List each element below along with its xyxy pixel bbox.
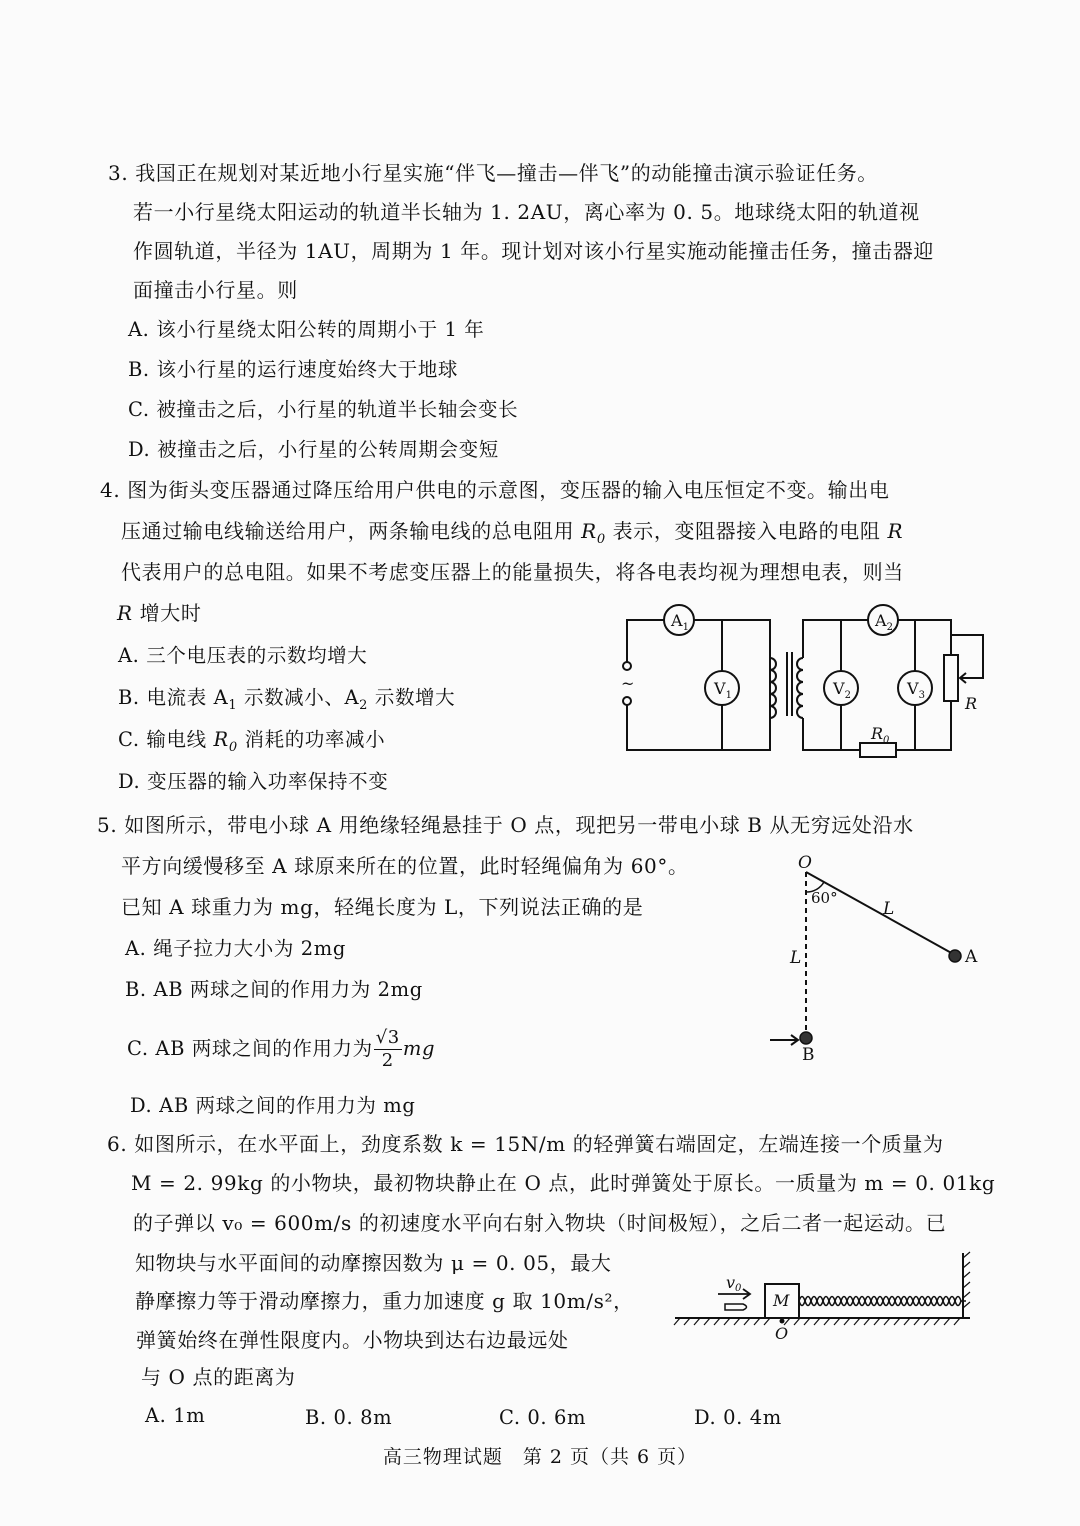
rope-length-label-vertical: L [790,948,802,968]
q3-line-4: 面撞击小行星。则 [133,278,298,302]
q6-option-b: B. 0. 8m [305,1406,393,1429]
q6-line-2: M = 2. 99kg 的小物块，最初物块静止在 O 点，此时弹簧处于原长。一质量为 m = 0. 01kg [131,1171,996,1195]
point-o-label: O [775,1324,789,1343]
q4-option-b: B. 电流表 $A_1$ 示数减小、$A_2$ 示数增大 [118,686,456,713]
voltmeter-v2-label: $V_2$ [833,679,851,701]
q3-line-3: 作圆轨道，半径为 1AU，周期为 1 年。现计划对该小行星实施动能撞击任务，撞击器迎 [133,239,935,263]
q6-line-4: 知物块与水平面间的动摩擦因数为 μ = 0. 05，最大 [135,1251,612,1275]
ammeter-a2-label: $A_2$ [875,611,893,633]
q4-line-4 [117,600,201,626]
q4-line-2 [121,518,903,553]
ball-a-label: A [965,947,978,967]
q4-line-3: 代表用户的总电阻。如果不考虑变压器上的能量损失，将各电表均视为理想电表，则当 [121,560,904,584]
q4-circuit-diagram [615,600,995,765]
q3-option-b: B. 该小行星的运行速度始终大于地球 [128,358,459,381]
voltmeter-v3-label: $V_3$ [907,679,925,701]
q5-option-b: B. AB 两球之间的作用力为 2mg [125,978,423,1001]
q4-r0-symbol: $R_0$ [581,519,606,547]
q4-option-a: A. 三个电压表的示数均增大 [118,644,368,667]
q6-line-3: 的子弹以 v₀ = 600m/s 的初速度水平向右射入物块（时间极短），之后二者一起运动。已 [133,1211,947,1235]
q3-option-c: C. 被撞击之后，小行星的轨道半长轴会变长 [128,398,519,421]
ammeter-a1-label: $A_1$ [671,611,689,633]
pivot-o-label: O [798,853,812,873]
q6-line-5: 静摩擦力等于滑动摩擦力，重力加速度 g 取 10m/s²， [135,1289,634,1313]
ac-source-symbol: ~ [621,674,635,693]
q3-line-1: 3. 我国正在规划对某近地小行星实施“伴飞—撞击—伴飞”的动能撞击演示验证任务。 [108,161,878,185]
q6-spring-block-diagram [670,1248,980,1353]
sqrt3-over-2-fraction: $\frac{√3}{2}$ [375,1027,400,1071]
q4-line-1: 4. 图为街头变压器通过降压给用户供电的示意图，变压器的输入电压恒定不变。输出电 [100,478,890,502]
q6-line-7: 与 O 点的距离为 [141,1365,296,1389]
q4-option-c: C. 输电线 $R_0$ 消耗的功率减小 [118,728,386,755]
q5-pendulum-diagram [762,850,982,1065]
q6-option-d: D. 0. 4m [694,1406,782,1429]
q6-line-1: 6. 如图所示，在水平面上，劲度系数 k = 15N/m 的轻弹簧右端固定，左端连接一个质量为 [107,1132,944,1156]
q3-option-a: A. 该小行星绕太阳公转的周期小于 1 年 [128,318,485,341]
angle-label: 60° [811,889,838,907]
resistor-r0-label: $R_0$ [871,724,890,746]
q3-line-2: 若一小行星绕太阳运动的轨道半长轴为 1. 2AU，离心率为 0. 5。地球绕太阳的轨道视 [133,200,920,224]
ball-b-label: B [802,1045,815,1065]
ground-hatching [674,1318,960,1325]
voltmeter-v1-label: $V_1$ [714,679,732,701]
q4-r-symbol: R [887,519,904,543]
rope-length-label-slant: L [883,899,895,919]
q5-line-3: 已知 A 球重力为 mg，轻绳长度为 L，下列说法正确的是 [121,895,644,919]
q5-line-2: 平方向缓慢移至 A 球原来所在的位置，此时轻绳偏角为 60°。 [121,854,689,878]
page-footer: 高三物理试题 第 2 页（共 6 页） [382,1446,698,1468]
q4-line-2a: 压通过输电线输送给用户，两条输电线的总电阻用 [121,519,582,543]
q4-line-4-text: 增大时 [132,601,202,625]
q4-line-2b: 表示，变阻器接入电路的电阻 [605,519,888,543]
q5-option-d: D. AB 两球之间的作用力为 mg [130,1094,416,1117]
q6-option-a: A. 1m [145,1404,206,1427]
q5-option-a: A. 绳子拉力大小为 2mg [125,937,346,960]
q6-line-6: 弹簧始终在弹性限度内。小物块到达右边最远处 [136,1328,569,1352]
block-m-label: M [773,1291,790,1310]
q4-r-symbol-2: R [117,601,133,625]
q5-line-1: 5. 如图所示，带电小球 A 用绝缘轻绳悬挂于 O 点，现把另一带电小球 B 从无穷远处沿水 [97,813,914,837]
q4-option-d: D. 变压器的输入功率保持不变 [118,770,389,793]
q3-option-d: D. 被撞击之后，小行星的公转周期会变短 [128,438,499,461]
rheostat-r-label: R [965,694,978,713]
q6-option-c: C. 0. 6m [499,1406,587,1429]
velocity-v0-label: v0 [726,1273,742,1294]
q5-option-c: C. AB 两球之间的作用力为 $\frac{√3}{2}$ mg [127,1027,436,1071]
